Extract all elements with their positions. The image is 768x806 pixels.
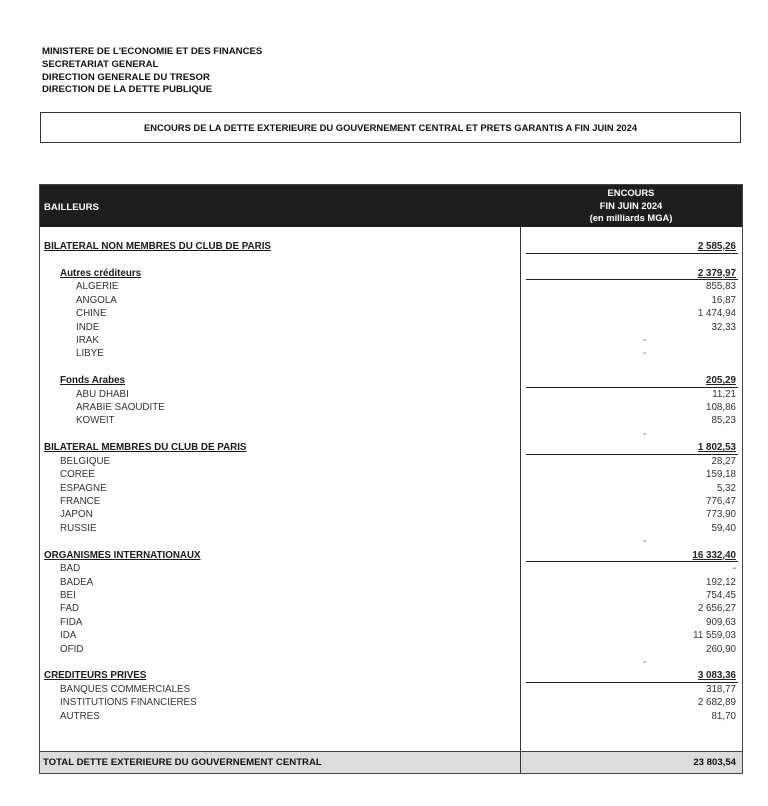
table-row xyxy=(40,522,742,535)
creditor-label: ALGERIE xyxy=(76,281,119,293)
subtotal-value: 2 585,26 xyxy=(697,241,736,252)
document-title: ENCOURS DE LA DETTE EXTERIEURE DU GOUVERNEMENT CENTRAL ET PRETS GARANTIS A FIN JUIN 2024 xyxy=(143,122,638,133)
debt-table xyxy=(39,184,743,774)
amount-value: 773,90 xyxy=(706,509,736,521)
creditor-label: IRAK xyxy=(76,334,99,346)
table-row xyxy=(40,629,742,642)
section-row xyxy=(40,240,742,253)
table-row xyxy=(40,334,742,347)
total-label: TOTAL DETTE EXTERIEURE DU GOUVERNEMENT CENTRAL xyxy=(43,757,322,768)
column-header-line: FIN JUIN 2024 xyxy=(599,199,663,211)
creditor-label: RUSSIE xyxy=(60,522,97,534)
amount-value: 192,12 xyxy=(706,576,736,588)
amount-value: 754,45 xyxy=(706,589,736,601)
table-row xyxy=(40,643,742,656)
section-row xyxy=(40,669,742,682)
section-label: BILATERAL MEMBRES DU CLUB DE PARIS xyxy=(44,442,247,454)
table-row xyxy=(40,294,742,307)
table-row xyxy=(40,602,742,615)
spacer-row xyxy=(40,535,742,548)
creditor-label: CHINE xyxy=(76,308,107,320)
amount-value: 81,70 xyxy=(711,710,736,722)
creditor-label: AUTRES xyxy=(60,710,100,722)
subtotal-value: 205,29 xyxy=(706,375,736,387)
creditor-label: OFID xyxy=(60,643,84,655)
creditor-label: INSTITUTIONS FINANCIERES xyxy=(60,697,197,709)
creditor-label: FIDA xyxy=(60,616,83,628)
creditor-label: INDE xyxy=(76,321,100,333)
table-row xyxy=(40,347,742,360)
creditor-label: ABU DHABI xyxy=(76,388,129,400)
header-line: DIRECTION GENERALE DU TRESOR xyxy=(42,71,210,83)
table-row xyxy=(40,280,742,293)
table-row xyxy=(40,482,742,495)
table-row xyxy=(40,616,742,629)
table-row xyxy=(40,414,742,427)
creditor-label: IDA xyxy=(60,630,77,642)
creditor-label: KOWEIT xyxy=(76,415,115,427)
amount-value: 11,21 xyxy=(712,388,736,400)
creditor-label: FAD xyxy=(60,603,80,615)
amount-value: 855,83 xyxy=(706,281,736,293)
creditor-label: ANGOLA xyxy=(76,294,117,306)
column-header-line: (en milliards MGA) xyxy=(589,212,673,224)
column-divider xyxy=(520,752,521,773)
amount-value: 2 656,27 xyxy=(697,603,736,615)
amount-value: 909,63 xyxy=(706,616,736,628)
spacer-row xyxy=(40,656,742,669)
empty-value-dash: - xyxy=(643,348,647,360)
table-header xyxy=(40,185,742,227)
subtotal-value: 16 332,40 xyxy=(692,549,736,561)
spacer-row xyxy=(40,361,742,374)
table-row xyxy=(40,589,742,602)
document-title-box xyxy=(40,112,741,143)
table-row xyxy=(40,468,742,481)
subsection-row xyxy=(40,374,742,387)
subtotal-value: 1 802,53 xyxy=(697,442,736,454)
amount-value: 2 682,89 xyxy=(697,697,736,709)
table-row xyxy=(40,683,742,696)
empty-value-dash: - xyxy=(643,334,647,346)
table-row xyxy=(40,576,742,589)
amount-value: 85,23 xyxy=(711,415,736,427)
empty-value-dash: - xyxy=(643,428,647,440)
table-row xyxy=(40,321,742,334)
amount-value: 1 474,94 xyxy=(697,308,736,320)
table-row xyxy=(40,401,742,414)
table-row xyxy=(40,710,742,723)
ministry-header xyxy=(42,46,262,97)
subsection-label: Autres créditeurs xyxy=(60,267,142,279)
table-row xyxy=(40,455,742,468)
table-row xyxy=(40,562,742,575)
amount-value: 108,86 xyxy=(706,402,736,414)
table-row xyxy=(40,508,742,521)
subsection-row xyxy=(40,267,742,280)
table-row xyxy=(40,495,742,508)
creditor-label: BELGIQUE xyxy=(60,455,111,467)
creditor-label: ESPAGNE xyxy=(60,482,107,494)
total-value: 23 803,54 xyxy=(693,757,736,768)
table-row xyxy=(40,307,742,320)
creditor-label: JAPON xyxy=(60,509,93,521)
amount-value: 32,33 xyxy=(711,321,736,333)
header-line: SECRETARIAT GENERAL xyxy=(42,58,159,70)
empty-value-dash: - xyxy=(643,536,647,548)
spacer-row xyxy=(40,428,742,441)
table-row xyxy=(40,388,742,401)
section-row xyxy=(40,549,742,562)
creditor-label: BADEA xyxy=(60,576,94,588)
header-line: DIRECTION DE LA DETTE PUBLIQUE xyxy=(42,84,213,96)
creditor-label: BANQUES COMMERCIALES xyxy=(60,683,191,695)
section-label: BILATERAL NON MEMBRES DU CLUB DE PARIS xyxy=(44,241,271,252)
creditor-label: ARABIE SAOUDITE xyxy=(76,402,165,414)
column-header-encours xyxy=(520,187,742,225)
creditor-label: LIBYE xyxy=(76,348,104,360)
amount-value: - xyxy=(732,563,736,575)
empty-value-dash: - xyxy=(643,657,647,669)
spacer-row xyxy=(40,253,742,266)
amount-value: 318,77 xyxy=(706,683,736,695)
table-row xyxy=(40,696,742,709)
column-header-bailleurs: BAILLEURS xyxy=(44,202,99,213)
section-label: ORGANISMES INTERNATIONAUX xyxy=(44,549,201,561)
creditor-label: BAD xyxy=(60,563,81,575)
amount-value: 776,47 xyxy=(706,495,736,507)
column-header-line: ENCOURS xyxy=(607,187,655,198)
table-body xyxy=(40,227,742,751)
header-line: MINISTERE DE L'ECONOMIE ET DES FINANCES xyxy=(42,46,263,57)
subtotal-value: 2 379,97 xyxy=(697,267,736,279)
amount-value: 5,32 xyxy=(716,482,736,494)
section-row xyxy=(40,441,742,454)
section-label: CREDITEURS PRIVES xyxy=(44,670,147,682)
amount-value: 11 559,03 xyxy=(693,630,736,642)
amount-value: 59,40 xyxy=(711,522,736,534)
total-row xyxy=(40,751,742,773)
amount-value: 28,27 xyxy=(711,455,736,467)
creditor-label: FRANCE xyxy=(60,495,101,507)
creditor-label: BEI xyxy=(60,589,76,601)
subsection-label: Fonds Arabes xyxy=(60,375,125,387)
amount-value: 16,87 xyxy=(711,294,736,306)
amount-value: 159,18 xyxy=(706,469,736,481)
creditor-label: COREE xyxy=(60,469,95,481)
amount-value: 260,90 xyxy=(706,643,736,655)
subtotal-value: 3 083,36 xyxy=(697,670,736,682)
